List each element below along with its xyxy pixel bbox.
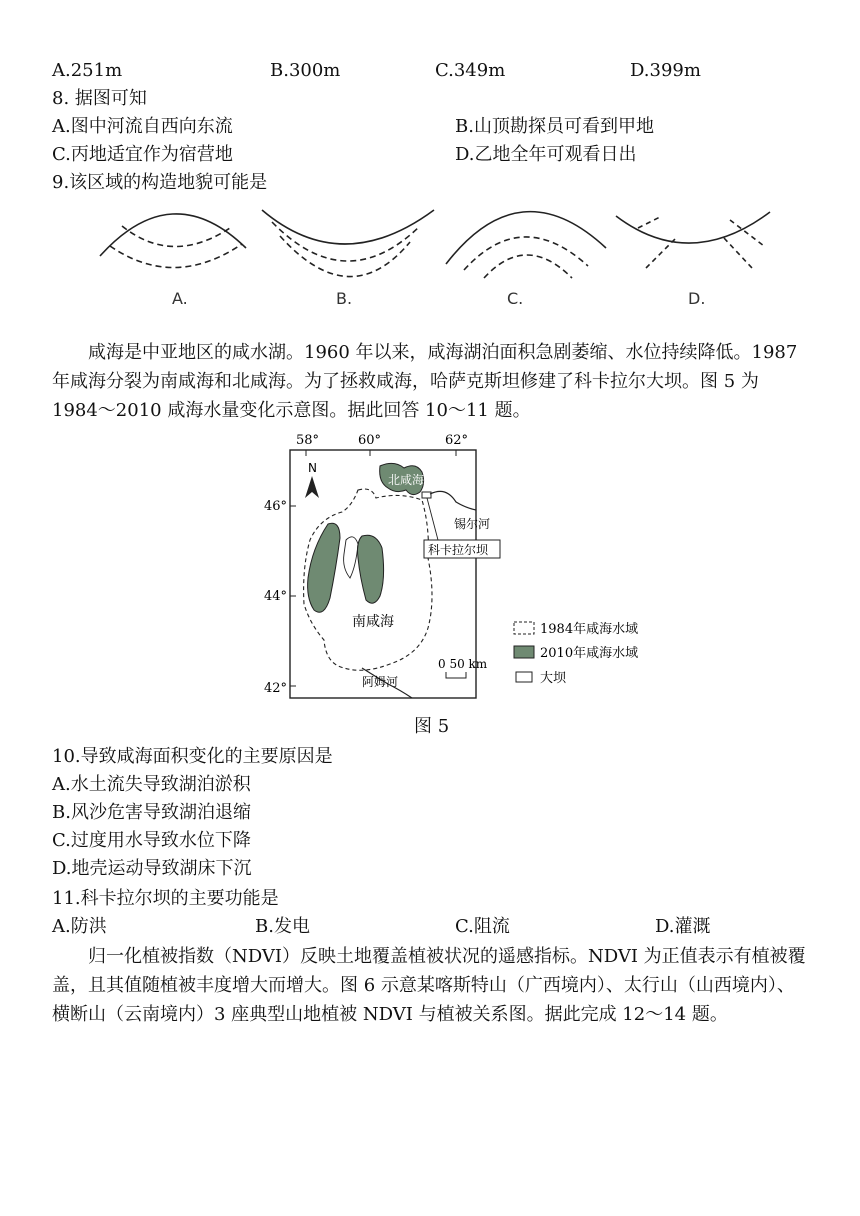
legend-2010-swatch (514, 646, 534, 658)
diagram-b-layer2 (280, 236, 410, 277)
q9-stem: 9.该区域的构造地貌可能是 (52, 172, 268, 193)
q9-diagram-label-b: B. (336, 289, 353, 308)
syr-river-label: 锡尔河 (454, 517, 491, 531)
diagram-b-layer1 (272, 222, 420, 261)
figure-5-caption: 图 5 (414, 716, 450, 737)
dam-marker (422, 492, 431, 498)
lat-label-44: 44° (264, 589, 288, 604)
amu-river-label: 阿姆河 (362, 675, 399, 689)
legend-1984-label: 1984年咸海水域 (540, 622, 639, 637)
legend-dam-label: 大坝 (540, 671, 567, 686)
scale-label: 0 50 km (438, 657, 488, 671)
q11-option-b: B.发电 (255, 916, 310, 937)
q11-option-d: D.灌溉 (655, 916, 711, 937)
aral-intro-paragraph: 咸海是中亚地区的咸水湖。1960 年以来，咸海湖泊面积急剧萎缩、水位持续降低。1987 年咸海分裂为南咸海和北咸海。为了拯救咸海，哈萨克斯坦修建了科卡拉尔大坝。图 5 为 1984～2010 咸海水量变化示意图。据此回答 10～11 题。 (52, 342, 798, 421)
q9-diagram-label-a: A. (172, 289, 188, 308)
south-aral-label: 南咸海 (352, 614, 394, 630)
lon-label-62: 62° (445, 433, 469, 448)
q7-option-a: A.251m (52, 60, 123, 81)
diagram-d-fault2 (646, 238, 676, 268)
diagram-d-fault1 (638, 216, 662, 228)
q7-option-c: C.349m (435, 60, 506, 81)
q8-option-c: C.丙地适宜作为宿营地 (52, 144, 233, 165)
lat-label-42: 42° (264, 681, 288, 696)
q10-option-b: B.风沙危害导致湖泊退缩 (52, 802, 251, 823)
q11-option-c: C.阻流 (455, 916, 510, 937)
q11-option-a: A.防洪 (52, 916, 107, 937)
q11-stem: 11.科卡拉尔坝的主要功能是 (52, 888, 279, 909)
lat-label-46: 46° (264, 499, 288, 514)
q8-option-b: B.山顶勘探员可看到甲地 (455, 116, 654, 137)
q10-option-a: A.水土流失导致湖泊淤积 (52, 774, 251, 795)
q7-option-b: B.300m (270, 60, 341, 81)
legend-2010-label: 2010年咸海水域 (540, 646, 639, 661)
lon-label-58: 58° (296, 433, 320, 448)
q9-diagram-label-c: C. (507, 289, 524, 308)
north-aral-label: 北咸海 (388, 473, 425, 487)
diagram-a-layer1 (122, 226, 230, 247)
q10-option-d: D.地壳运动导致湖床下沉 (52, 858, 252, 879)
q8-option-a: A.图中河流自西向东流 (52, 116, 233, 137)
diagram-b-surface (262, 210, 434, 244)
q10-stem: 10.导致咸海面积变化的主要原因是 (52, 746, 333, 767)
diagram-c-layer1 (464, 237, 588, 270)
q8-stem: 8. 据图可知 (52, 88, 147, 109)
q10-option-c: C.过度用水导致水位下降 (52, 830, 251, 851)
legend-1984-swatch (514, 622, 534, 634)
diagram-d-fault3 (724, 238, 752, 268)
q7-option-d: D.399m (630, 60, 701, 81)
diagram-a-surface (100, 214, 246, 256)
north-letter: N (308, 461, 317, 475)
ndvi-intro-paragraph: 归一化植被指数（NDVI）反映土地覆盖植被状况的遥感指标。NDVI 为正值表示有植被覆盖，且其值随植被丰度增大而增大。图 6 示意某喀斯特山（广西境内）、太行山（山西境内）、横断山（云南境内）3 座典型山地植被 NDVI 与植被关系图。据此完成 12～14 题。 (52, 946, 806, 1025)
q8-option-d: D.乙地全年可观看日出 (455, 144, 637, 165)
legend-dam-swatch (516, 672, 532, 682)
dam-label: 科卡拉尔坝 (428, 543, 489, 557)
diagram-a-layer2 (110, 244, 242, 268)
lon-label-60: 60° (358, 433, 382, 448)
diagram-c-layer2 (484, 255, 572, 278)
q9-diagram-label-d: D. (688, 289, 706, 308)
diagram-c-surface (446, 212, 606, 264)
aral-sea-map (264, 428, 670, 708)
